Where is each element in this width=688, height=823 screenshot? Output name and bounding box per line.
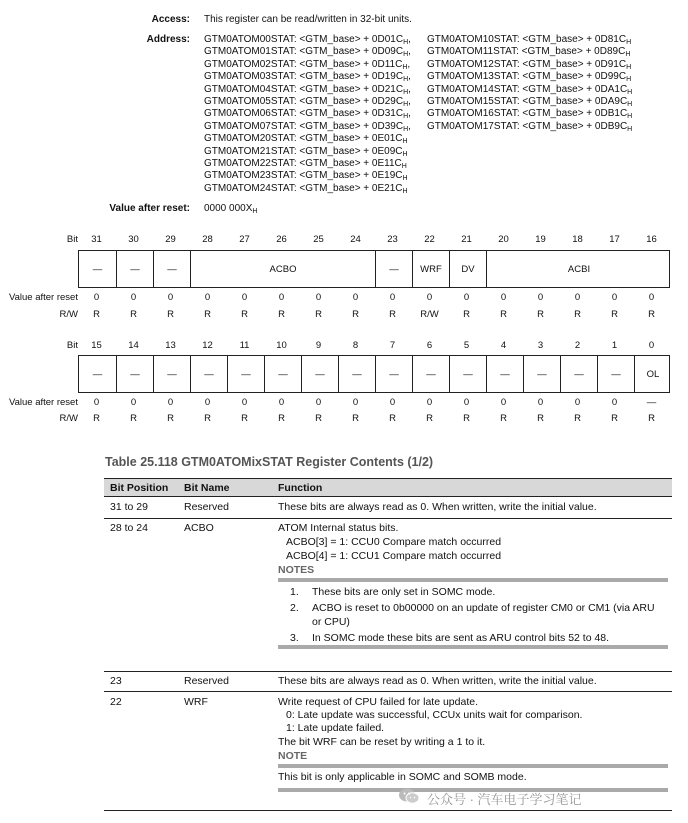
address-entry [204, 121, 411, 133]
bitfield-cell: — [116, 251, 153, 287]
rw-value: R [167, 413, 174, 424]
address-list-col1 [204, 34, 411, 195]
note-text: In SOMC mode these bits are sent as ARU control bits 52 to 48. [312, 632, 610, 644]
rw-value: R [241, 309, 248, 320]
rw-value: R [463, 413, 470, 424]
bit-number: 10 [276, 340, 287, 351]
rw-value: R [537, 413, 544, 424]
notes-divider [278, 578, 668, 582]
address-entry [204, 183, 411, 195]
function-text: These bits are always read as 0. When written, write the initial value. [278, 675, 597, 687]
address-entry [427, 121, 632, 133]
function-text: ACBO[4] = 1: CCU1 Compare match occurred [286, 550, 502, 562]
reset-label-lower: Value after reset [8, 397, 78, 408]
rw-value: R [426, 413, 433, 424]
bitfield-lower [78, 355, 670, 393]
function-text: 0: Late update was successful, CCUx units wait for comparison. [286, 709, 583, 721]
note-number: 2. [290, 602, 299, 614]
address-text: GTM0ATOM13STAT: <GTM_base> + 0D99C [427, 71, 627, 83]
bitfield-cell: ACBO [190, 251, 375, 287]
address-entry [204, 170, 411, 182]
rw-value: R [315, 413, 322, 424]
notes-label: NOTES [278, 564, 315, 576]
bit-number: 27 [239, 234, 250, 245]
reset-value: 0 [315, 397, 322, 408]
rw-value: R [574, 309, 581, 320]
address-punct: , [408, 83, 411, 95]
reset-value: 0 [389, 397, 396, 408]
reset-value: 0 [204, 397, 211, 408]
notes-divider [278, 645, 668, 649]
bitfield-cell: OL [634, 356, 671, 392]
reset-value: 0 [278, 397, 285, 408]
bit-name: Reserved [184, 675, 229, 687]
bit-name: WRF [184, 696, 208, 708]
rw-value: R [537, 309, 544, 320]
address-punct: , [408, 34, 411, 45]
function-text: ATOM Internal status bits. [278, 522, 399, 534]
address-text: GTM0ATOM10STAT: <GTM_base> + 0D81C [427, 34, 627, 45]
reset-value: 0 [130, 397, 137, 408]
bit-number: 25 [313, 234, 324, 245]
address-entry [204, 71, 411, 83]
rw-value: R [315, 309, 322, 320]
address-text: GTM0ATOM05STAT: <GTM_base> + 0D29C [204, 95, 404, 107]
bitfield-cell: — [153, 251, 190, 287]
rw-value: R [389, 309, 396, 320]
bitfield-cell: — [190, 356, 227, 392]
address-entry [204, 84, 411, 96]
bitfield-cell: — [375, 251, 412, 287]
bitfield-cell: — [375, 356, 412, 392]
reset-value: 0 [574, 397, 581, 408]
address-entry [427, 46, 632, 58]
rw-value: R [278, 309, 285, 320]
address-suffix: H [403, 51, 409, 59]
rw-value: R [204, 413, 211, 424]
note-text: These bits are only set in SOMC mode. [312, 586, 496, 598]
address-suffix: H [403, 125, 409, 133]
reset-value: 0 [130, 292, 137, 303]
bitfield-cell: WRF [412, 251, 449, 287]
address-text: GTM0ATOM21STAT: <GTM_base> + 0E09C [204, 145, 403, 157]
wechat-icon [398, 787, 420, 805]
function-text: The bit WRF can be reset by writing a 1 to it. [278, 736, 486, 748]
bitfield-cell: — [116, 356, 153, 392]
function-text: ACBO[3] = 1: CCU0 Compare match occurred [286, 536, 502, 548]
bitfield-cell: — [92, 368, 103, 380]
function-text: 1: Late update failed. [286, 722, 385, 734]
bit-number: 8 [352, 340, 359, 351]
reset-value: 0 [167, 397, 174, 408]
header-bit-position: Bit Position [110, 482, 169, 494]
address-entry [427, 84, 632, 96]
reset-value: 0 [648, 292, 655, 303]
bit-number: 18 [572, 234, 583, 245]
bitfield-cell: — [523, 356, 560, 392]
bit-label-lower: Bit [66, 340, 78, 351]
access-text: This register can be read/written in 32-bit units. [204, 14, 412, 25]
address-suffix: H [403, 76, 409, 84]
bit-number: 5 [463, 340, 470, 351]
address-suffix: H [626, 76, 632, 84]
address-punct: , [408, 46, 411, 58]
bitfield-cell: — [338, 356, 375, 392]
bit-label-upper: Bit [66, 234, 78, 245]
reset-value: 0 [315, 292, 322, 303]
reset-value: 0 [389, 292, 396, 303]
bit-number: 3 [537, 340, 544, 351]
reset-value: 0000 $000X_H$ [204, 203, 258, 215]
reset-value: 0 [352, 292, 359, 303]
bit-number: 12 [202, 340, 213, 351]
bit-name: Reserved [184, 501, 229, 513]
reset-value: 0 [537, 292, 544, 303]
address-entry [204, 34, 411, 46]
address-list-col2 [427, 34, 632, 133]
bit-number: 22 [424, 234, 435, 245]
bitfield-cell: — [560, 356, 597, 392]
note-number: 1. [290, 586, 299, 598]
bit-number: 2 [574, 340, 581, 351]
table-row [104, 519, 672, 672]
note-text: ACBO is reset to 0b00000 on an update of register CM0 or CM1 (via ARU [312, 602, 655, 614]
address-entry [427, 108, 632, 120]
address-suffix: H [627, 113, 633, 121]
bit-numbers-lower [78, 340, 670, 352]
bit-number: 1 [611, 340, 618, 351]
reset-value: 0 [93, 292, 100, 303]
address-text: GTM0ATOM20STAT: <GTM_base> + 0E01C [204, 133, 403, 145]
table-row [104, 692, 672, 811]
address-entry [204, 96, 411, 108]
rw-value: R [93, 309, 100, 320]
bit-number: 28 [202, 234, 213, 245]
bitfield-cell: — [264, 356, 301, 392]
rw-values-lower [78, 413, 670, 425]
bit-number: 9 [315, 340, 322, 351]
rw-value: R [130, 413, 137, 424]
bit-number: 23 [387, 234, 398, 245]
address-text: GTM0ATOM03STAT: <GTM_base> + 0D19C [204, 71, 404, 83]
bitfield-cell: — [92, 263, 103, 275]
bit-number: 24 [350, 234, 361, 245]
address-suffix: H [401, 162, 407, 170]
address-punct: , [408, 108, 411, 120]
note-number: 3. [290, 632, 299, 644]
bitfield-cell: — [597, 356, 634, 392]
rw-value: R [93, 413, 100, 424]
address-suffix: H [402, 138, 408, 146]
address-text: GTM0ATOM14STAT: <GTM_base> + 0DA1C [427, 83, 628, 95]
bitfield-cell: — [412, 356, 449, 392]
address-entry [204, 46, 411, 58]
reset-value: 0 [241, 292, 248, 303]
rw-label-upper: R/W [59, 309, 78, 320]
reset-values-upper [78, 292, 670, 304]
reset-value: 0 [167, 292, 174, 303]
address-text: GTM0ATOM22STAT: <GTM_base> + 0E11C [204, 157, 402, 169]
table-title: Table 25.118 GTM0ATOMixSTAT Register Contents (1/2) [105, 455, 434, 469]
address-suffix: H [402, 63, 408, 71]
address-text: GTM0ATOM23STAT: <GTM_base> + 0E19C [204, 170, 403, 182]
reset-value: 0 [500, 292, 507, 303]
table-row [104, 497, 672, 519]
rw-value: R [352, 413, 359, 424]
reset-value: 0 [241, 397, 248, 408]
bit-number: 14 [128, 340, 139, 351]
bit-number: 13 [165, 340, 176, 351]
watermark-text: 公众号 · 汽车电子学习笔记 [427, 792, 582, 807]
reset-value: 0 [463, 397, 470, 408]
reset-value: 0 [574, 292, 581, 303]
bit-number: 19 [535, 234, 546, 245]
bit-number: 4 [500, 340, 507, 351]
address-entry [204, 158, 411, 170]
address-text: GTM0ATOM11STAT: <GTM_base> + 0D89C [427, 46, 626, 58]
reset-value: 0 [537, 397, 544, 408]
note-text: or CPU) [312, 616, 350, 628]
rw-value: R/W [420, 309, 439, 320]
rw-label-lower: R/W [59, 413, 78, 424]
address-entry [204, 108, 411, 120]
address-entry [427, 59, 632, 71]
reset-value: 0 [611, 292, 618, 303]
address-text: GTM0ATOM12STAT: <GTM_base> + 0D91C [427, 58, 627, 70]
address-text: GTM0ATOM01STAT: <GTM_base> + 0D09C [204, 46, 404, 58]
bitfield-cell: — [227, 356, 264, 392]
rw-value: R [611, 413, 618, 424]
table-row [104, 672, 672, 692]
address-suffix: H [627, 88, 633, 96]
bitfield-cell: — [449, 356, 486, 392]
address-punct: , [408, 120, 411, 132]
address-suffix: H [403, 88, 409, 96]
bit-number: 17 [609, 234, 620, 245]
note-divider [278, 764, 668, 768]
address-entry [204, 59, 411, 71]
rw-value: R [241, 413, 248, 424]
bit-name: ACBO [184, 522, 214, 534]
address-suffix: H [625, 51, 631, 59]
address-suffix: H [626, 39, 632, 46]
address-text: GTM0ATOM24STAT: <GTM_base> + 0E21C [204, 182, 403, 194]
rw-value: R [463, 309, 470, 320]
reset-label-upper: Value after reset [8, 292, 78, 303]
reset-value: 0 [352, 397, 359, 408]
address-suffix: H [403, 39, 409, 46]
address-entry [427, 71, 632, 83]
bitfield-cell: — [153, 356, 190, 392]
rw-value: R [648, 309, 655, 320]
bit-number: 11 [239, 340, 250, 351]
rw-values-upper [78, 309, 670, 321]
rw-value: R [352, 309, 359, 320]
rw-value: R [500, 413, 507, 424]
reset-value: 0 [426, 292, 433, 303]
bit-position: 31 to 29 [110, 501, 148, 513]
address-entry [427, 96, 632, 108]
rw-value: R [611, 309, 618, 320]
bitfield-cell: — [301, 356, 338, 392]
bit-number: 7 [389, 340, 396, 351]
reset-values-lower [78, 397, 670, 409]
address-text: GTM0ATOM04STAT: <GTM_base> + 0D21C [204, 83, 404, 95]
address-text: GTM0ATOM15STAT: <GTM_base> + 0DA9C [427, 95, 628, 107]
rw-value: R [574, 413, 581, 424]
reset-value: 0 [500, 397, 507, 408]
address-suffix: H [402, 187, 408, 195]
rw-value: R [278, 413, 285, 424]
address-suffix: H [403, 113, 409, 121]
reset-value: 0 [463, 292, 470, 303]
address-suffix: H [627, 125, 633, 133]
bit-number: 0 [648, 340, 655, 351]
address-text: GTM0ATOM02STAT: <GTM_base> + 0D11C [204, 58, 403, 70]
address-entry [427, 34, 632, 46]
bit-number: 31 [91, 234, 102, 245]
address-entry [204, 146, 411, 158]
reset-value: 0 [426, 397, 433, 408]
rw-value: R [167, 309, 174, 320]
bit-position: 23 [110, 675, 122, 687]
address-text: GTM0ATOM17STAT: <GTM_base> + 0DB9C [427, 120, 628, 132]
access-label: Access: [151, 14, 190, 25]
bitfield-upper [78, 250, 670, 288]
bitfield-cell: — [486, 356, 523, 392]
address-suffix: H [403, 100, 409, 108]
bitfield-cell: DV [449, 251, 486, 287]
bit-number: 26 [276, 234, 287, 245]
reset-value: — [646, 397, 657, 408]
bit-position: 28 to 24 [110, 522, 148, 534]
rw-value: R [389, 413, 396, 424]
address-suffix: H [402, 175, 408, 183]
function-text: Write request of CPU failed for late update. [278, 696, 478, 708]
address-text: GTM0ATOM06STAT: <GTM_base> + 0D31C [204, 108, 404, 120]
address-punct: , [408, 71, 411, 83]
bit-number: 6 [426, 340, 433, 351]
bit-number: 16 [646, 234, 657, 245]
address-suffix: H [627, 100, 633, 108]
rw-value: R [130, 309, 137, 320]
bitfield-cell: ACBI [486, 251, 671, 287]
note-text: This bit is only applicable in SOMC and SOMB mode. [278, 771, 527, 783]
bit-number: 21 [461, 234, 472, 245]
address-suffix: H [402, 150, 408, 158]
function-text: These bits are always read as 0. When written, write the initial value. [278, 501, 597, 513]
address-punct: , [408, 95, 411, 107]
reset-value: 0 [93, 397, 100, 408]
bit-position: 22 [110, 696, 122, 708]
table-header [104, 478, 672, 497]
address-text: GTM0ATOM16STAT: <GTM_base> + 0DB1C [427, 108, 628, 120]
address-suffix: H [626, 63, 632, 71]
reset-value: 0 [204, 292, 211, 303]
note-label: NOTE [278, 750, 308, 762]
reset-label: Value after reset: [109, 203, 190, 214]
address-text: GTM0ATOM07STAT: <GTM_base> + 0D39C [204, 120, 404, 132]
reset-value: 0 [278, 292, 285, 303]
address-text: GTM0ATOM00STAT: <GTM_base> + 0D01C [204, 34, 404, 45]
rw-value: R [500, 309, 507, 320]
rw-value: R [204, 309, 211, 320]
header-function: Function [278, 482, 323, 494]
address-label: Address: [146, 34, 190, 45]
reset-value: 0 [611, 397, 618, 408]
address-punct: , [407, 58, 411, 70]
address-entry [204, 133, 411, 145]
bit-number: 15 [91, 340, 102, 351]
bit-number: 30 [128, 234, 139, 245]
rw-value: R [648, 413, 655, 424]
header-bit-name: Bit Name [184, 482, 230, 494]
bit-numbers-upper [78, 234, 670, 246]
bit-number: 29 [165, 234, 176, 245]
bit-number: 20 [498, 234, 509, 245]
